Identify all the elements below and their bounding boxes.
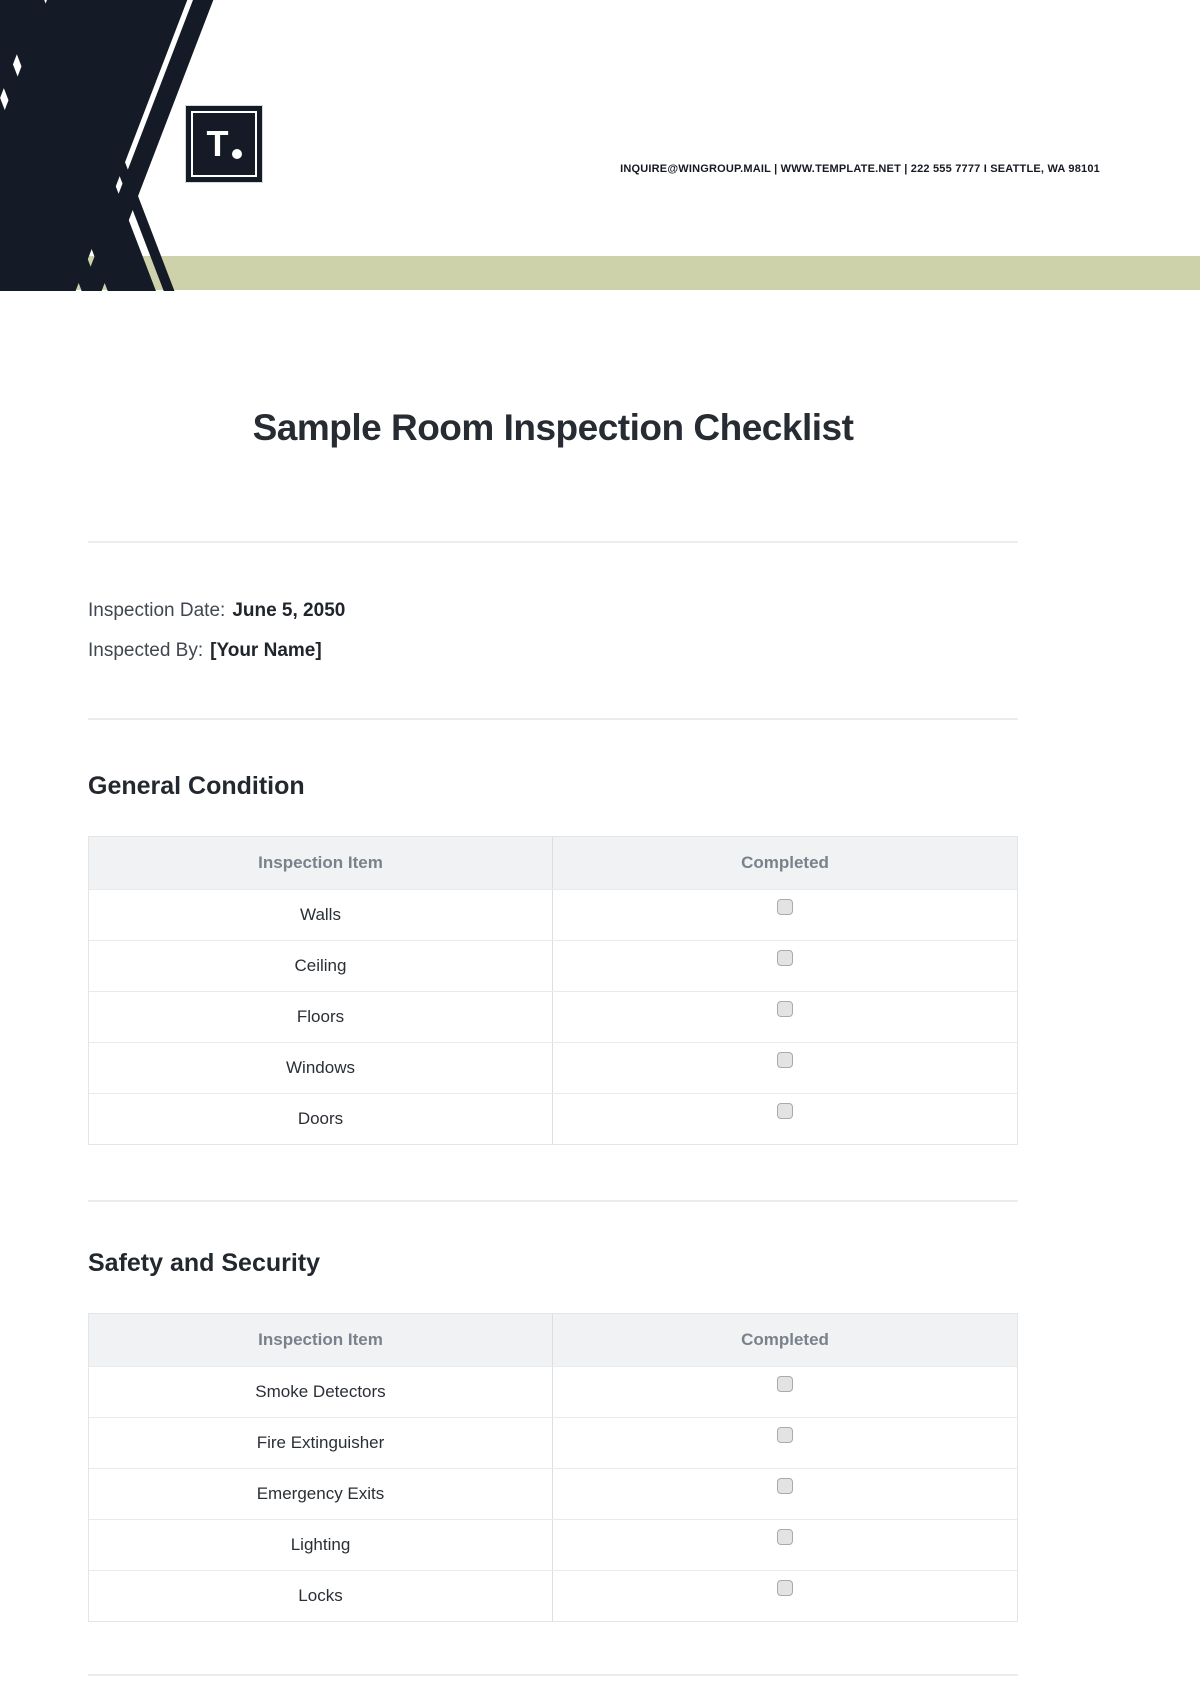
inspected-by-label: Inspected By: bbox=[88, 640, 204, 661]
divider bbox=[88, 1200, 1018, 1202]
table-row bbox=[89, 1093, 1017, 1144]
completed-cell bbox=[553, 1094, 1017, 1144]
table-row bbox=[89, 1468, 1017, 1519]
inspection-date-value: June 5, 2050 bbox=[232, 600, 346, 621]
table-header-row bbox=[89, 837, 1017, 889]
completed-checkbox[interactable] bbox=[777, 950, 793, 966]
completed-cell bbox=[553, 1571, 1017, 1621]
inspection-item-cell: Smoke Detectors bbox=[89, 1367, 553, 1417]
safety-and-security-table bbox=[88, 1313, 1018, 1622]
inspection-date-label: Inspection Date: bbox=[88, 600, 226, 621]
inspection-item-cell: Doors bbox=[89, 1094, 553, 1144]
completed-cell bbox=[553, 890, 1017, 940]
completed-cell bbox=[553, 1367, 1017, 1417]
inspection-item-cell: Floors bbox=[89, 992, 553, 1042]
logo-letter: T bbox=[206, 123, 229, 164]
inspection-item-cell: Fire Extinguisher bbox=[89, 1418, 553, 1468]
inspection-item-cell: Ceiling bbox=[89, 941, 553, 991]
table-row bbox=[89, 991, 1017, 1042]
table-header-row bbox=[89, 1314, 1017, 1366]
table-row bbox=[89, 1519, 1017, 1570]
completed-cell bbox=[553, 1469, 1017, 1519]
completed-cell bbox=[553, 1520, 1017, 1570]
divider bbox=[88, 718, 1018, 720]
completed-checkbox[interactable] bbox=[777, 1103, 793, 1119]
table-row bbox=[89, 940, 1017, 991]
section-heading-safety-and-security: Safety and Security bbox=[88, 1249, 321, 1277]
divider bbox=[88, 541, 1018, 543]
completed-checkbox[interactable] bbox=[777, 1580, 793, 1596]
inspection-item-cell: Lighting bbox=[89, 1520, 553, 1570]
brand-logo-glyph bbox=[206, 123, 242, 164]
completed-checkbox[interactable] bbox=[777, 1529, 793, 1545]
completed-checkbox[interactable] bbox=[777, 899, 793, 915]
page-title: Sample Room Inspection Checklist bbox=[252, 407, 854, 448]
completed-cell bbox=[553, 1418, 1017, 1468]
column-header-completed: Completed bbox=[741, 853, 829, 872]
brand-logo-frame bbox=[191, 111, 257, 177]
table-row bbox=[89, 1570, 1017, 1621]
completed-checkbox[interactable] bbox=[777, 1427, 793, 1443]
table-row bbox=[89, 1366, 1017, 1417]
logo-dot-icon bbox=[232, 149, 242, 159]
completed-cell bbox=[553, 1043, 1017, 1093]
general-condition-table bbox=[88, 836, 1018, 1145]
section-heading-general-condition: General Condition bbox=[88, 772, 305, 800]
contact-info: INQUIRE@WINGROUP.MAIL | WWW.TEMPLATE.NET | 222 555 7777 I SEATTLE, WA 98101 bbox=[620, 163, 1100, 175]
inspected-by-value: [Your Name] bbox=[210, 640, 322, 661]
completed-checkbox[interactable] bbox=[777, 1376, 793, 1392]
table-row bbox=[89, 1417, 1017, 1468]
inspection-item-cell: Windows bbox=[89, 1043, 553, 1093]
inspected-by-row bbox=[88, 638, 345, 678]
column-header-inspection-item: Inspection Item bbox=[89, 837, 553, 889]
inspection-item-cell: Locks bbox=[89, 1571, 553, 1621]
inspection-meta bbox=[88, 598, 345, 678]
completed-cell bbox=[553, 941, 1017, 991]
table-row bbox=[89, 1042, 1017, 1093]
completed-checkbox[interactable] bbox=[777, 1052, 793, 1068]
inspection-item-cell: Emergency Exits bbox=[89, 1469, 553, 1519]
inspection-item-cell: Walls bbox=[89, 890, 553, 940]
completed-checkbox[interactable] bbox=[777, 1478, 793, 1494]
table-row bbox=[89, 889, 1017, 940]
column-header-completed: Completed bbox=[741, 1330, 829, 1349]
completed-checkbox[interactable] bbox=[777, 1001, 793, 1017]
brand-logo bbox=[185, 105, 263, 183]
completed-cell bbox=[553, 992, 1017, 1042]
column-header-inspection-item: Inspection Item bbox=[89, 1314, 553, 1366]
inspection-date-row bbox=[88, 598, 345, 638]
divider bbox=[88, 1674, 1018, 1676]
